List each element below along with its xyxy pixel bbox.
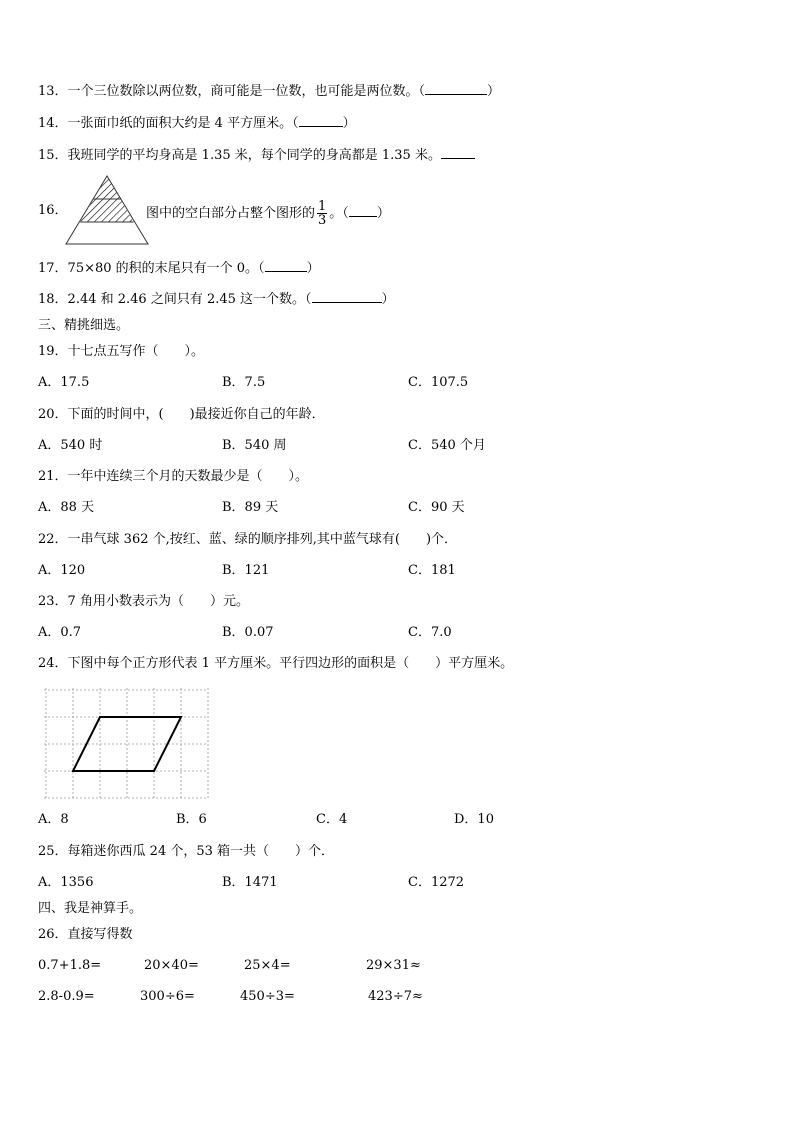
option-b[interactable]: B．540 周 bbox=[222, 438, 287, 453]
calc-item: 0.7+1.8= bbox=[38, 958, 102, 973]
question-16-number: 16． bbox=[38, 203, 68, 218]
question-13: 13．一个三位数除以两位数，商可能是一位数，也可能是两位数。（ ） bbox=[38, 84, 501, 99]
option-a[interactable]: A．540 时 bbox=[38, 438, 103, 453]
option-a[interactable]: A．1356 bbox=[38, 875, 94, 890]
question-20: 20．下面的时间中，( )最接近你自己的年龄． bbox=[38, 407, 325, 422]
calc-item: 450÷3= bbox=[240, 989, 295, 1004]
option-a[interactable]: A．88 天 bbox=[38, 500, 95, 515]
question-17: 17．75×80 的积的末尾只有一个 0。（ ） bbox=[38, 261, 320, 276]
answer-blank[interactable] bbox=[349, 204, 377, 217]
calc-item: 423÷7≈ bbox=[368, 989, 423, 1004]
option-b[interactable]: B．89 天 bbox=[222, 500, 279, 515]
question-23: 23．7 角用小数表示为（ ）元。 bbox=[38, 594, 249, 609]
question-14-text: 14．一张面巾纸的面积大约是 4 平方厘米。（ bbox=[38, 116, 299, 131]
answer-blank[interactable] bbox=[312, 290, 382, 303]
question-15 bbox=[38, 146, 475, 165]
question-18: 18．2.44 和 2.46 之间只有 2.45 这一个数。（ ） bbox=[38, 292, 395, 307]
answer-blank[interactable] bbox=[265, 259, 307, 272]
option-a[interactable]: A．0.7 bbox=[38, 625, 82, 640]
question-22: 22．一串气球 362 个,按红、蓝、绿的顺序排列,其中蓝气球有( )个． bbox=[38, 532, 458, 547]
option-a[interactable]: A．8 bbox=[38, 812, 69, 827]
option-c[interactable]: C．107.5 bbox=[408, 375, 469, 390]
question-21: 21．一年中连续三个月的天数最少是（ ）。 bbox=[38, 469, 309, 484]
question-25: 25．每箱迷你西瓜 24 个，53 箱一共（ ）个． bbox=[38, 844, 335, 859]
calc-item: 300÷6= bbox=[140, 989, 195, 1004]
calc-item: 2.8-0.9= bbox=[38, 989, 95, 1004]
option-a[interactable]: A．17.5 bbox=[38, 375, 90, 390]
answer-blank[interactable] bbox=[299, 114, 343, 127]
option-c[interactable]: C．4 bbox=[316, 812, 348, 827]
section-4-heading: 四、我是神算手。 bbox=[38, 901, 143, 916]
option-b[interactable]: B．121 bbox=[222, 563, 270, 578]
calc-item: 29×31≈ bbox=[366, 958, 421, 973]
question-26: 26．直接写得数 bbox=[38, 927, 133, 942]
answer-blank[interactable] bbox=[425, 82, 487, 95]
question-16-text: 图中的空白部分占整个图形的 bbox=[146, 206, 316, 221]
option-c[interactable]: C．540 个月 bbox=[408, 438, 486, 453]
option-b[interactable]: B．1471 bbox=[222, 875, 278, 890]
option-b[interactable]: B．0.07 bbox=[222, 625, 274, 640]
question-15-text: 15．我班同学的平均身高是 1.35 米，每个同学的身高都是 1.35 米。 bbox=[38, 148, 441, 163]
section-3-heading: 三、精挑细选。 bbox=[38, 318, 130, 333]
grid-parallelogram-figure bbox=[44, 688, 210, 800]
question-18-text: 18．2.44 和 2.46 之间只有 2.45 这一个数。（ bbox=[38, 292, 312, 307]
question-14: 14．一张面巾纸的面积大约是 4 平方厘米。（ ） bbox=[38, 116, 356, 131]
calc-item: 20×40= bbox=[144, 958, 199, 973]
question-17-text: 17．75×80 的积的末尾只有一个 0。（ bbox=[38, 261, 265, 276]
calc-item: 25×4= bbox=[244, 958, 291, 973]
question-16: 图中的空白部分占整个图形的 $\frac{1}{3}$ 。（ ） bbox=[146, 199, 390, 228]
option-d[interactable]: D．10 bbox=[454, 812, 494, 827]
fraction: $\frac{1}{3}$ bbox=[318, 199, 327, 228]
answer-blank[interactable] bbox=[441, 146, 475, 159]
question-13-text: 13．一个三位数除以两位数，商可能是一位数，也可能是两位数。（ bbox=[38, 84, 426, 99]
option-c[interactable]: C．181 bbox=[408, 563, 456, 578]
triangle-figure bbox=[64, 174, 150, 246]
option-c[interactable]: C．7.0 bbox=[408, 625, 452, 640]
option-a[interactable]: A．120 bbox=[38, 563, 86, 578]
question-19: 19．十七点五写作（ ）。 bbox=[38, 344, 205, 359]
question-24: 24．下图中每个正方形代表 1 平方厘米。平行四边形的面积是（ ）平方厘米。 bbox=[38, 656, 514, 671]
option-c[interactable]: C．1272 bbox=[408, 875, 465, 890]
option-b[interactable]: B．6 bbox=[176, 812, 207, 827]
option-b[interactable]: B．7.5 bbox=[222, 375, 266, 390]
option-c[interactable]: C．90 天 bbox=[408, 500, 465, 515]
